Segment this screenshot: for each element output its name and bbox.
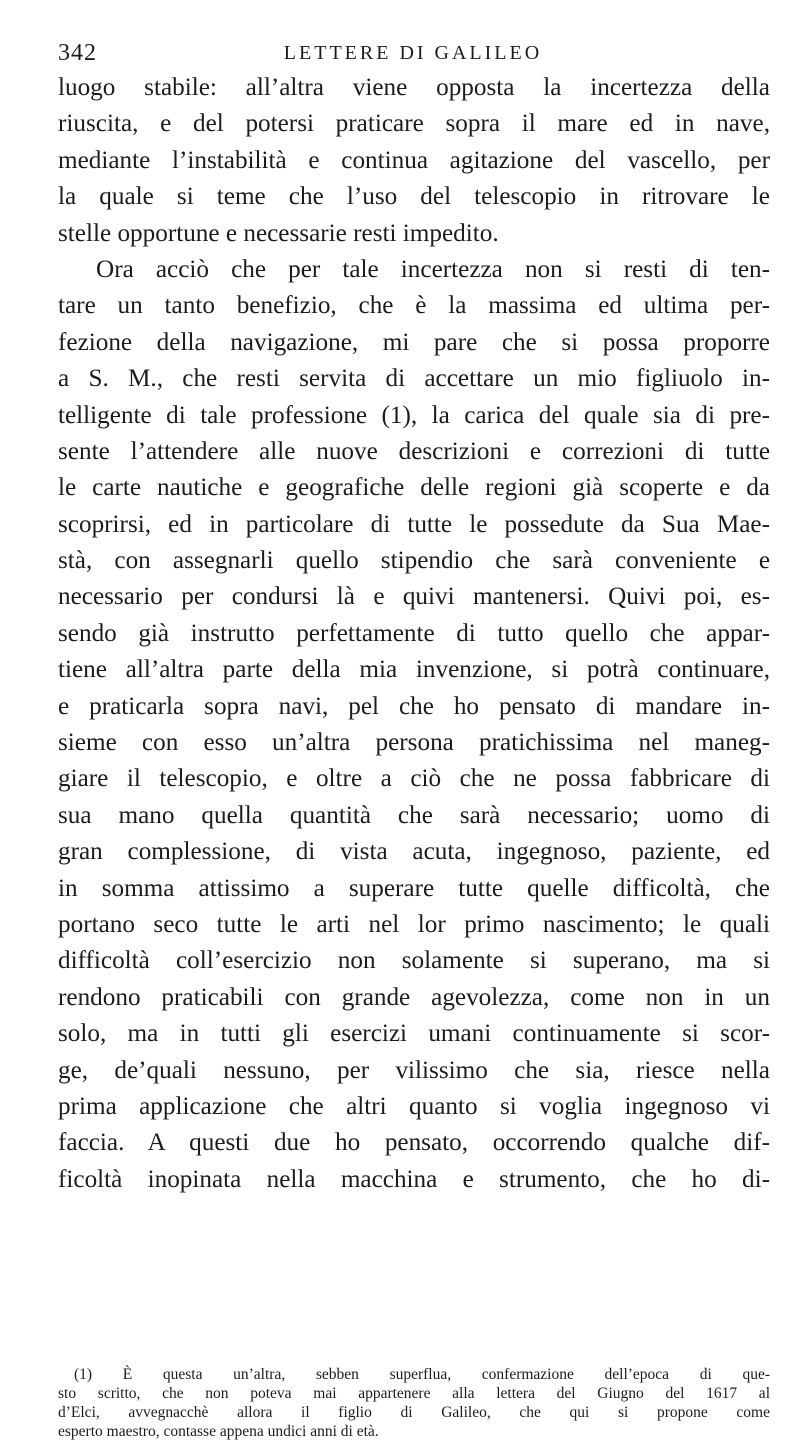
text-line: portano seco tutte le arti nel lor primo nascimento; le quali [58,910,770,938]
text-line: ge, de’quali nessuno, per vilissimo che sia, riesce nella [58,1056,770,1084]
text-line: riuscita, e del potersi praticare sopra il mare ed in nave, [58,110,770,138]
text-line: la quale si teme che l’uso del telescopio in ritrovare le [58,183,770,211]
text-line: sieme con esso un’altra persona pratichissima nel maneg- [58,729,770,757]
text-line: prima applicazione che altri quanto si voglia ingegnoso vi [58,1092,770,1120]
text-line: stà, con assegnarli quello stipendio che sarà conveniente e [58,547,770,575]
footnote-line: esperto maestro, contasse appena undici anni di età. [58,1423,379,1440]
text-line: a S. M., che resti servita di accettare un mio figliuolo in- [58,365,770,393]
text-line: fezione della navigazione, mi pare che si possa proporre [58,328,770,356]
text-line: telligente di tale professione (1), la carica del quale sia di pre- [58,401,770,429]
text-line: tare un tanto benefizio, che è la massima ed ultima per- [58,292,770,320]
text-line: mediante l’instabilità e continua agitazione del vascello, per [58,146,770,174]
footnote-line: d’Elci, avvegnacchè allora il figlio di Galileo, che qui si propone come [58,1404,770,1421]
text-line: sente l’attendere alle nuove descrizioni e correzioni di tutte [58,437,770,465]
text-line: giare il telescopio, e oltre a ciò che ne possa fabbricare di [58,765,770,793]
footnote [58,1365,770,1441]
text-line: ficoltà inopinata nella macchina e strumento, che ho di- [58,1165,770,1193]
text-line: luogo stabile: all’altra viene opposta la incertezza della [58,74,770,101]
text-line: gran complessione, di vista acuta, ingegnoso, paziente, ed [58,838,770,866]
text-line: Ora acciò che per tale incertezza non si resti di ten- [96,255,770,283]
text-line: tiene all’altra parte della mia invenzione, si potrà continuare, [58,656,770,684]
page-number: 342 [58,40,97,66]
text-line: faccia. A questi due ho pensato, occorrendo qualche dif- [58,1129,770,1157]
text-line: e praticarla sopra navi, pel che ho pensato di mandare in- [58,692,770,720]
text-line: rendono praticabili con grande agevolezza, come non in un [58,983,770,1011]
running-title: LETTERE DI GALILEO [283,42,543,64]
main-text [58,70,770,1198]
footnote-line: sto scritto, che non poteva mai appartenere alla lettera del Giugno del 1617 al [58,1385,770,1402]
text-line: le carte nautiche e geografiche delle regioni già scoperte e da [58,474,770,502]
running-head [58,40,768,68]
text-line: in somma attissimo a superare tutte quelle difficoltà, che [58,874,770,902]
text-line: sua mano quella quantità che sarà necessario; uomo di [58,801,770,829]
text-line: difficoltà coll’esercizio non solamente si superano, ma si [58,947,770,975]
text-line: stelle opportune e necessarie resti impedito. [58,219,499,247]
text-line: scoprirsi, ed in particolare di tutte le possedute da Sua Mae- [58,510,770,538]
text-line: solo, ma in tutti gli esercizi umani continuamente si scor- [58,1020,770,1048]
text-line: sendo già instrutto perfettamente di tutto quello che appar- [58,619,770,647]
text-line: necessario per condursi là e quivi mantenersi. Quivi poi, es- [58,583,770,611]
footnote-line: (1) È questa un’altra, sebben superflua, confermazione dell’epoca di que- [74,1366,770,1383]
